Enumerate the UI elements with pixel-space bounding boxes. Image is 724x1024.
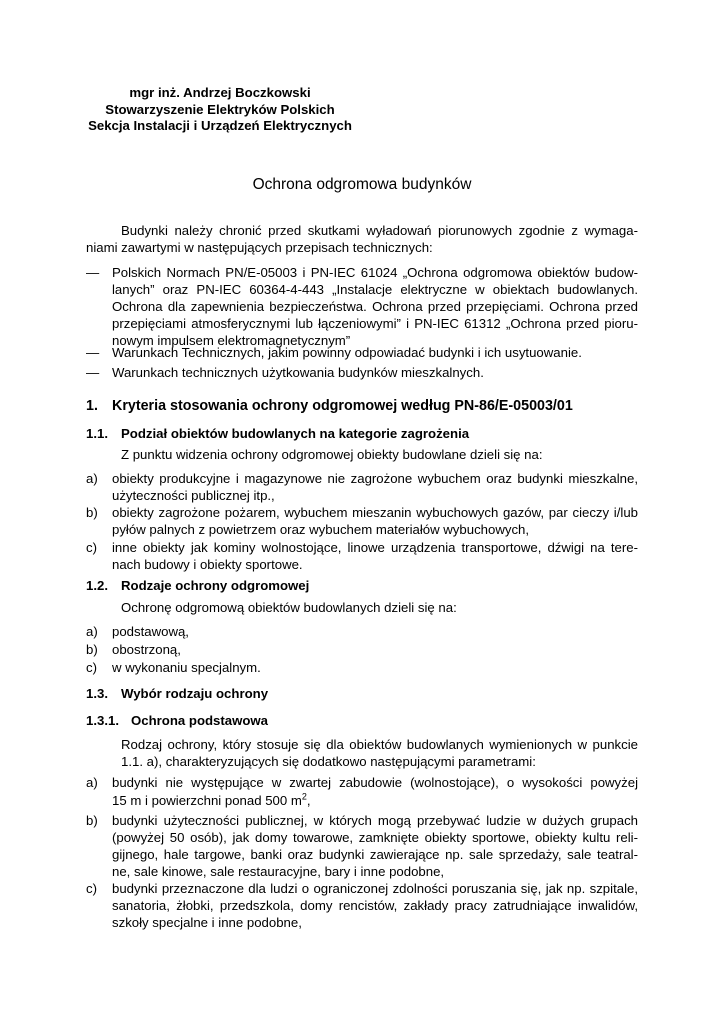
list-item-line: obiekty zagrożone pożarem, wybuchem mieszanin wybuchowych gazów, par cieczy i/lub: [112, 505, 638, 520]
list-item-line: budynki użyteczności publicznej, w których mogą przebywać ludzie w dużych grupach: [112, 813, 638, 828]
organization-name: Stowarzyszenie Elektryków Polskich: [105, 102, 335, 117]
list-item-line: ne, sale kinowe, sale restauracyjne, bary i inne podobne,: [112, 864, 445, 879]
list-item-line: obiekty produkcyjne i magazynowe nie zagrożone wybuchem oraz budynki mieszkalne,: [112, 471, 638, 486]
list-item-line: podstawową,: [112, 624, 189, 639]
list-item-line: nowym impulsem elektromagnetycznym”: [112, 333, 351, 348]
list-item-line: Polskich Normach PN/E-05003 i PN-IEC 61024 „Ochrona odgromowa obiektów budow-: [112, 265, 638, 280]
list-item-line: budynki przeznaczone dla ludzi o ograniczonej zdolności poruszania się, jak np. szpitale,: [112, 881, 638, 896]
paragraph-line: Rodzaj ochrony, który stosuje się dla obiektów budowlanych wymienionych w punkcie: [121, 737, 638, 752]
list-item-line: Warunkach technicznych użytkowania budynków mieszkalnych.: [112, 365, 484, 380]
superscript-two: 2: [301, 791, 307, 802]
section-1-1-number: 1.1.: [86, 426, 108, 441]
list-item-line: lanych” oraz PN-IEC 60364-4-443 „Instalacje elektryczne w obiektach budowlanych.: [112, 282, 638, 297]
section-1-3-number: 1.3.: [86, 686, 108, 701]
list-item-line: budynki nie występujące w zwartej zabudowie (wolnostojące), o wysokości powyżej: [112, 775, 638, 790]
item-a-marker: a): [86, 775, 98, 790]
list-item-line: Warunkach Technicznych, jakim powinny odpowiadać budynki i ich usytuowanie.: [112, 345, 582, 360]
item-c-marker: c): [86, 660, 97, 675]
section-1-number: 1.: [86, 398, 98, 414]
list-item-line: obostrzoną,: [112, 642, 181, 657]
section-1-2-heading: Rodzaje ochrony odgromowej: [121, 578, 310, 593]
list-item-line: sanatoria, żłobki, przedszkola, domy rencistów, zakłady pracy zatrudniające inwalidów,: [112, 898, 638, 913]
list-item-line: gijnego, hale targowe, banki oraz budynki zawierające np. sale sprzedaży, sale teatral-: [112, 847, 638, 862]
section-1-2-number: 1.2.: [86, 578, 108, 593]
item-end-comma: ,: [306, 793, 311, 808]
dash-marker: —: [86, 265, 100, 280]
list-item-line: pyłów palnych z powietrzem oraz wybuchem materiałów wybuchowych,: [112, 522, 530, 537]
area-text: 15 m i powierzchni ponad 500 m: [112, 793, 302, 808]
intro-paragraph-line: Budynki należy chronić przed skutkami wyładowań piorunowych zgodnie z wymaga-: [121, 223, 638, 238]
section-1-3-1-heading: Ochrona podstawowa: [131, 713, 269, 728]
section-1-3-1-number: 1.3.1.: [86, 713, 119, 728]
item-b-marker: b): [86, 642, 98, 657]
list-item-line: przepięciami atmosferycznymi lub łączeniowymi” i PN-IEC 61312 „Ochrona przed pioru-: [112, 316, 638, 331]
section-1-3-heading: Wybór rodzaju ochrony: [121, 686, 269, 701]
section-1-2-intro: Ochronę odgromową obiektów budowlanych dzieli się na:: [121, 600, 457, 615]
item-c-marker: c): [86, 540, 97, 555]
list-item-line: nach budowy i obiekty sportowe.: [112, 557, 303, 572]
item-a-marker: a): [86, 471, 98, 486]
intro-paragraph-line: niami zawartymi w następujących przepisach technicznych:: [86, 240, 433, 255]
dash-marker: —: [86, 345, 100, 360]
list-item-line: inne obiekty jak kominy wolnostojące, linowe urządzenia transportowe, dźwigi na tere-: [112, 540, 638, 555]
section-name: Sekcja Instalacji i Urządzeń Elektrycznych: [88, 118, 352, 133]
list-item-line: [112, 792, 311, 809]
section-1-1-intro: Z punktu widzenia ochrony odgromowej obiekty budowlane dzieli się na:: [121, 447, 543, 462]
item-b-marker: b): [86, 505, 98, 520]
list-item-line: szkoły specjalne i inne podobne,: [112, 915, 302, 930]
item-b-marker: b): [86, 813, 98, 828]
author-name: mgr inż. Andrzej Boczkowski: [129, 85, 311, 100]
section-1-1-heading: Podział obiektów budowlanych na kategorie zagrożenia: [121, 426, 470, 441]
page-title: Ochrona odgromowa budynków: [252, 176, 472, 193]
item-c-marker: c): [86, 881, 97, 896]
dash-marker: —: [86, 365, 100, 380]
section-1-heading: Kryteria stosowania ochrony odgromowej według PN-86/E-05003/01: [112, 398, 573, 414]
item-a-marker: a): [86, 624, 98, 639]
list-item-line: w wykonaniu specjalnym.: [112, 660, 261, 675]
paragraph-line: 1.1. a), charakteryzujących się dodatkowo następującymi parametrami:: [121, 754, 536, 769]
list-item-line: Ochrona dla zapewnienia bezpieczeństwa. Ochrona przed przepięciami. Ochrona przed: [112, 299, 638, 314]
list-item-line: użyteczności publicznej itp.,: [112, 488, 275, 503]
list-item-line: (powyżej 50 osób), jak domy towarowe, zamknięte obiekty sportowe, obiekty kultu reli-: [112, 830, 638, 845]
